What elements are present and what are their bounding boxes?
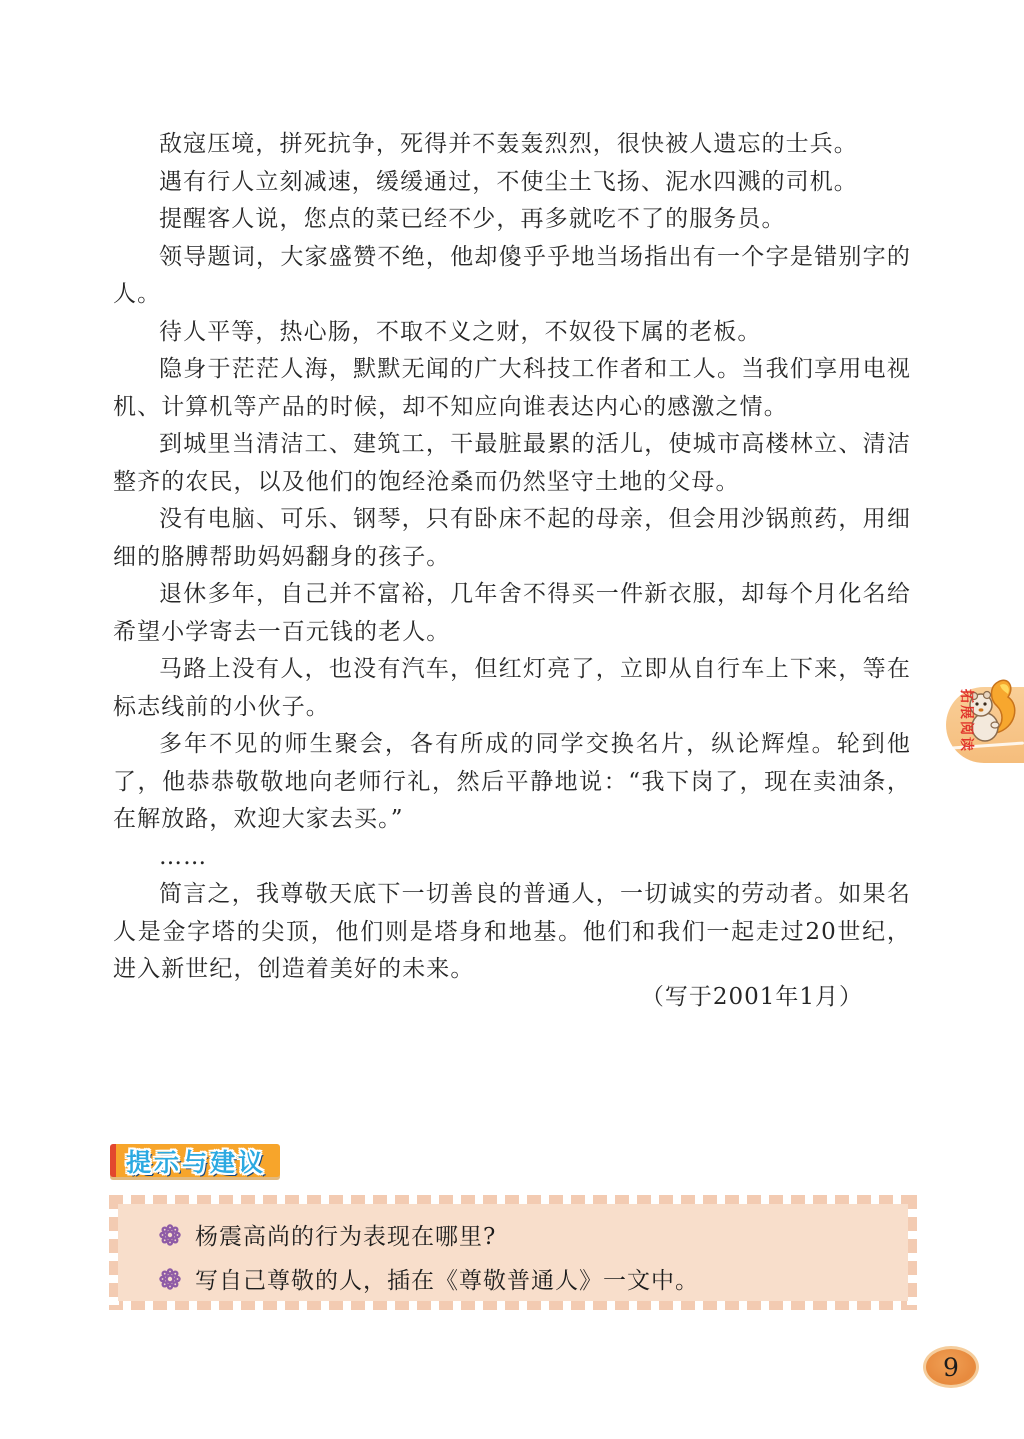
tips-list xyxy=(159,1218,887,1295)
tips-item-text: 杨震高尚的行为表现在哪里? xyxy=(195,1224,497,1250)
article-paragraph: 领导题词，大家盛赞不绝，他却傻乎乎地当场指出有一个字是错别字的人。 xyxy=(113,243,911,307)
flower-bullet-icon xyxy=(159,1268,181,1290)
article-paragraph: 多年不见的师生聚会，各有所成的同学交换名片，纵论辉煌。轮到他了，他恭恭敬敬地向老师行礼，然后平静地说：“我下岗了，现在卖油条，在解放路，欢迎大家去买。” xyxy=(113,731,911,832)
article-attribution: （写于2001年1月） xyxy=(640,984,863,1010)
tips-item-text: 写自己尊敬的人，插在《尊敬普通人》一文中。 xyxy=(195,1268,699,1294)
article-paragraph: 遇有行人立刻减速，缓缓通过，不使尘土飞扬、泥水四溅的司机。 xyxy=(159,168,858,195)
perforation-border-bottom xyxy=(109,1300,917,1310)
tab-label: 拓展阅读 xyxy=(958,689,974,753)
side-unit-tab xyxy=(946,687,1024,763)
page-number: 9 xyxy=(943,1352,959,1382)
article-body xyxy=(113,126,911,989)
tips-header-banner xyxy=(110,1144,280,1177)
article-paragraph: 隐身于茫茫人海，默默无闻的广大科技工作者和工人。当我们享用电视机、计算机等产品的时候，却不知应向谁表达内心的感激之情。 xyxy=(113,356,911,420)
tips-list-item xyxy=(159,1218,887,1251)
perforation-border-right xyxy=(907,1195,917,1310)
page-number-badge xyxy=(923,1346,979,1388)
tips-box xyxy=(109,1195,917,1310)
article-paragraph: 敌寇压境，拼死抗争，死得并不轰轰烈烈，很快被人遗忘的士兵。 xyxy=(159,131,858,157)
article-paragraph: 提醒客人说，您点的菜已经不少，再多就吃不了的服务员。 xyxy=(159,206,786,232)
article-paragraph: 退休多年，自己并不富裕，几年舍不得买一件新衣服，却每个月化名给希望小学寄去一百元钱的老人。 xyxy=(113,581,911,645)
article-paragraph: 马路上没有人，也没有汽车，但红灯亮了，立即从自行车上下来，等在标志线前的小伙子。 xyxy=(113,656,911,720)
article-paragraph: 简言之，我尊敬天底下一切善良的普通人，一切诚实的劳动者。如果名人是金字塔的尖顶，他们则是塔身和地基。他们和我们一起走过20世纪，进入新世纪，创造着美好的未来。 xyxy=(113,881,911,982)
tips-header-label: 提示与建议 xyxy=(126,1147,267,1177)
article-paragraph: …… xyxy=(159,843,208,870)
article-paragraph: 待人平等，热心肠，不取不义之财，不奴役下属的老板。 xyxy=(159,318,762,345)
flower-bullet-icon xyxy=(159,1224,181,1246)
tips-list-item xyxy=(159,1262,887,1295)
article-paragraph: 到城里当清洁工、建筑工，干最脏最累的活儿，使城市高楼林立、清洁整齐的农民，以及他们的饱经沧桑而仍然坚守土地的父母。 xyxy=(113,431,911,495)
article-paragraph: 没有电脑、可乐、钢琴，只有卧床不起的母亲，但会用沙锅煎药，用细细的胳膊帮助妈妈翻身的孩子。 xyxy=(113,506,911,570)
